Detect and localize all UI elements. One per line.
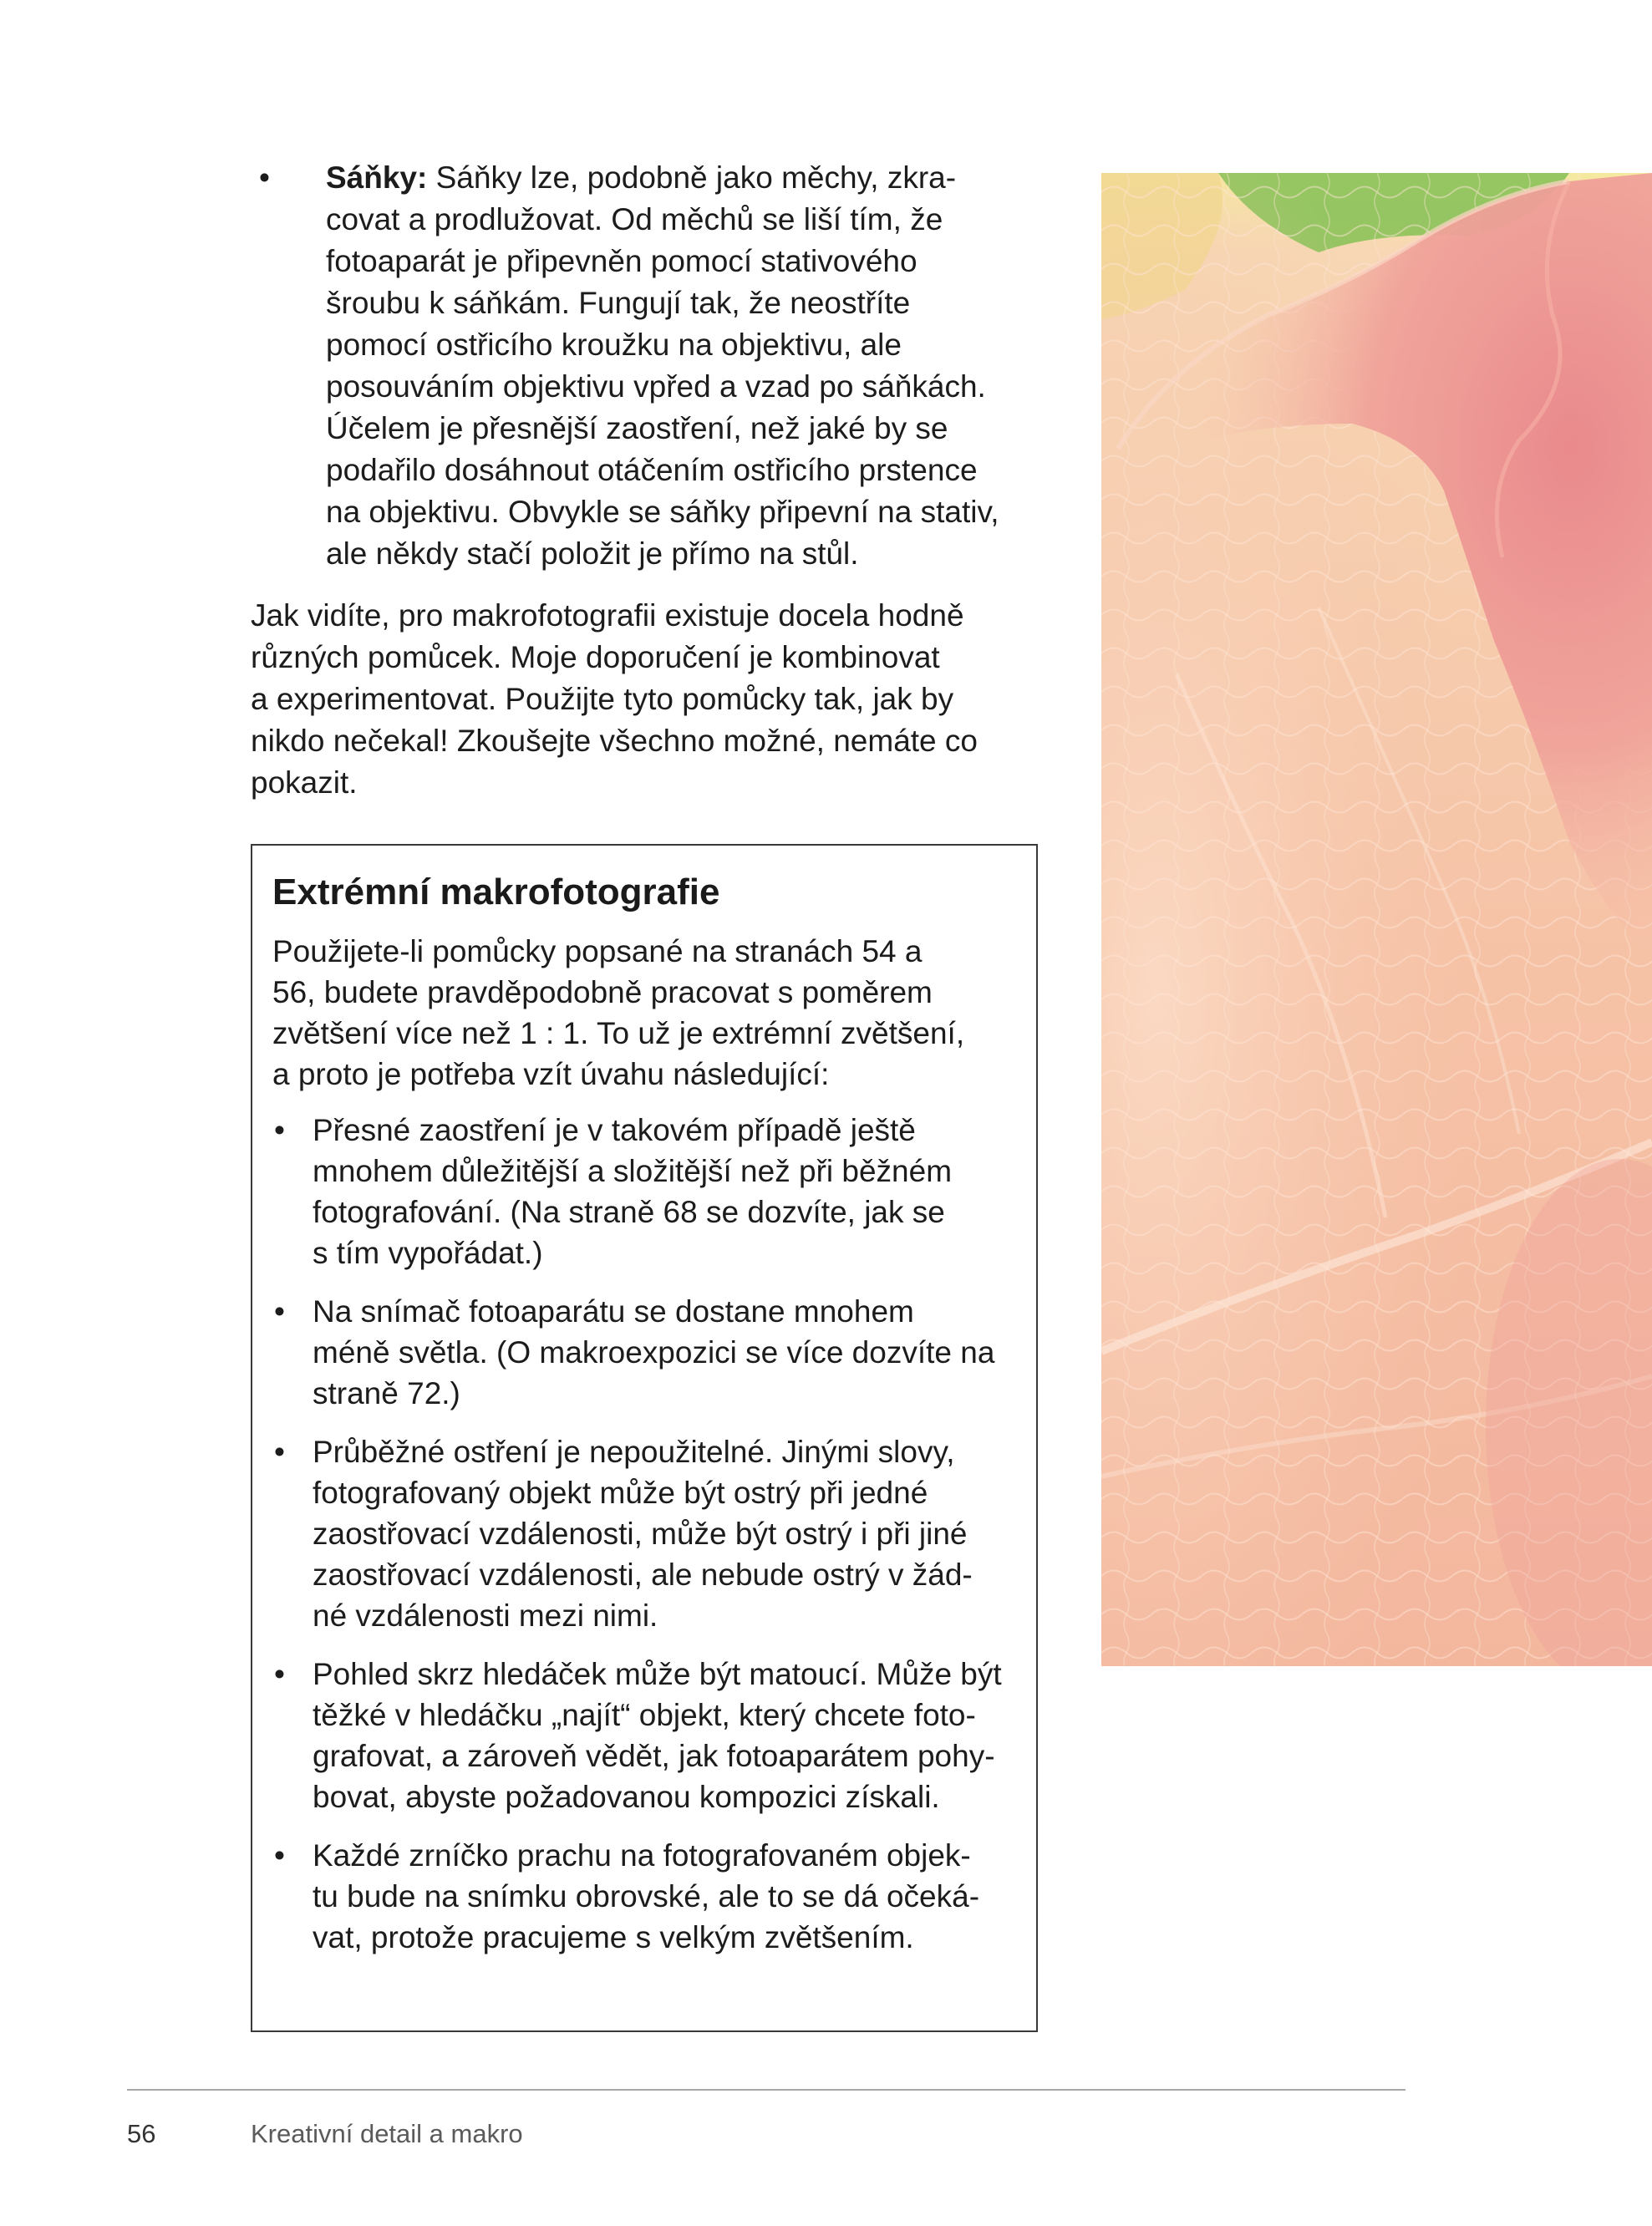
item-line: fotografovaný objekt může být ostrý při jedné <box>313 1476 928 1510</box>
intro-bullet-list <box>251 157 1053 575</box>
paragraph-line: různých pomůcek. Moje doporučení je kombinovat <box>251 640 940 674</box>
bullet-marker: • <box>274 1435 285 1469</box>
sidebar-box <box>251 844 1038 2032</box>
body-paragraph <box>251 595 1053 804</box>
sidebar-lead <box>272 931 1011 1095</box>
intro-line <box>326 157 1053 199</box>
paragraph-line: pokazit. <box>251 765 358 800</box>
item-line: bovat, abyste požadovanou kompozici získali. <box>313 1780 940 1814</box>
list-item <box>272 1654 1011 1817</box>
bullet-marker: • <box>259 160 270 195</box>
item-line: Pohled skrz hledáček může být matoucí. Může být <box>313 1657 1002 1691</box>
item-line: Na snímač fotoaparátu se dostane mnohem <box>313 1294 914 1329</box>
bullet-marker: • <box>274 1113 285 1147</box>
paragraph-line: Jak vidíte, pro makrofotografii existuje docela hodně <box>251 598 964 633</box>
item-line: zaostřovací vzdálenosti, ale nebude ostrý v žád- <box>313 1558 973 1592</box>
page-number: 56 <box>127 2119 156 2148</box>
item-line: mnohem důležitější a složitější než při běžném <box>313 1154 953 1188</box>
list-item <box>272 1291 1011 1414</box>
running-footer-title: Kreativní detail a makro <box>251 2119 523 2148</box>
intro-line: ale někdy stačí položit je přímo na stůl. <box>326 536 859 571</box>
item-line: těžké v hledáčku „najít“ objekt, který chcete foto- <box>313 1698 976 1732</box>
term-label: Sáňky: <box>326 160 428 195</box>
intro-line: podařilo dosáhnout otáčením ostřicího prstence <box>326 453 978 487</box>
item-line: vat, protože pracujeme s velkým zvětšením. <box>313 1920 914 1954</box>
lead-line: zvětšení více než 1 : 1. To už je extrémní zvětšení, <box>272 1016 965 1050</box>
petal-image <box>1101 173 1652 1666</box>
sidebar-bullet-list <box>272 1110 1011 1958</box>
intro-line: fotoaparát je připevněn pomocí stativového <box>326 244 917 278</box>
intro-line: covat a prodlužovat. Od měchů se liší tím, že <box>326 202 943 236</box>
item-line: zaostřovací vzdálenosti, může být ostrý i při jiné <box>313 1517 968 1551</box>
lead-line: 56, budete pravděpodobně pracovat s poměrem <box>272 975 933 1009</box>
intro-line: na objektivu. Obvykle se sáňky připevní na stativ, <box>326 495 999 529</box>
lead-line: a proto je potřeba vzít úvahu následující: <box>272 1057 830 1091</box>
item-line: Přesné zaostření je v takovém případě ještě <box>313 1113 916 1147</box>
item-line: méně světla. (O makroexpozici se více dozvíte na <box>313 1335 995 1370</box>
item-line: grafovat, a zároveň vědět, jak fotoaparátem pohy- <box>313 1739 995 1773</box>
item-line: né vzdálenosti mezi nimi. <box>313 1598 658 1633</box>
bullet-marker: • <box>274 1294 285 1329</box>
list-item-sanky <box>251 157 1053 575</box>
intro-line: posouváním objektivu vpřed a vzad po sáňkách. <box>326 369 986 404</box>
list-item <box>272 1431 1011 1636</box>
intro-line: Účelem je přesnější zaostření, než jaké by se <box>326 411 948 445</box>
sidebar-title: Extrémní makrofotografie <box>272 872 720 912</box>
intro-line: pomocí ostřicího kroužku na objektivu, ale <box>326 328 902 362</box>
paragraph-line: a experimentovat. Použijte tyto pomůcky tak, jak by <box>251 682 954 716</box>
flower-petal-photo <box>1101 173 1652 1666</box>
list-item <box>272 1110 1011 1273</box>
bullet-marker: • <box>274 1838 285 1873</box>
item-line: tu bude na snímku obrovské, ale to se dá očeká- <box>313 1879 980 1913</box>
footer-rule <box>127 2089 1405 2091</box>
intro-line: šroubu k sáňkám. Fungují tak, že neostříte <box>326 286 911 320</box>
bullet-marker: • <box>274 1657 285 1691</box>
paragraph-line: nikdo nečekal! Zkoušejte všechno možné, nemáte co <box>251 724 978 758</box>
item-line: s tím vypořádat.) <box>313 1236 543 1270</box>
intro-line-text: Sáňky lze, podobně jako měchy, zkra- <box>427 160 957 195</box>
item-line: Každé zrníčko prachu na fotografovaném objek- <box>313 1838 971 1873</box>
item-line: straně 72.) <box>313 1376 460 1410</box>
lead-line: Použijete-li pomůcky popsané na stranách 54 a <box>272 934 923 968</box>
item-line: Průběžné ostření je nepoužitelné. Jinými slovy, <box>313 1435 955 1469</box>
item-line: fotografování. (Na straně 68 se dozvíte, jak se <box>313 1195 945 1229</box>
list-item <box>272 1835 1011 1958</box>
